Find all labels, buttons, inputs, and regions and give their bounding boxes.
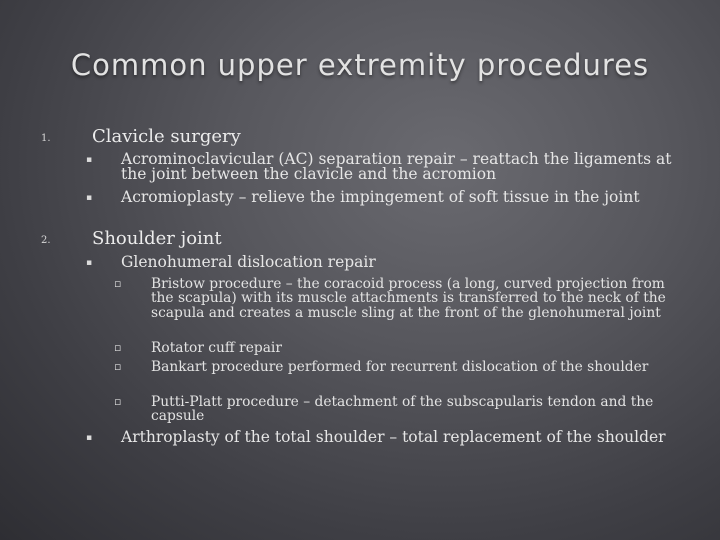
list-number: 2. [41,235,51,246]
list-item-label: Clavicle surgery [92,126,241,147]
hollow-square-bullet-icon: ▫ [114,277,122,290]
hollow-square-bullet-icon: ▫ [114,341,122,354]
sub-sub-item-text: Putti-Platt procedure – detachment of the subscapularis tendon and the capsule [151,394,654,425]
sub-item-text: Glenohumeral dislocation repair [121,253,376,271]
hollow-square-bullet-icon: ▫ [114,360,122,373]
square-bullet-icon: ▪ [86,433,93,443]
sub-sub-item-text: Bristow procedure – the coracoid process (a long, curved projection from the scapula) with its muscle attachments is transferred to the neck of the scapula and creates a muscle sling at the front of the glenohumeral joint [151,276,666,321]
sub-sub-item-text: Rotator cuff repair [151,340,282,356]
sub-item-text: Arthroplasty of the total shoulder – total replacement of the shoulder [121,428,666,446]
hollow-square-bullet-icon: ▫ [114,395,122,408]
list-item-label: Shoulder joint [92,228,222,249]
square-bullet-icon: ▪ [86,258,93,268]
sub-sub-item-text: Bankart procedure performed for recurrent dislocation of the shoulder [151,359,649,375]
list-number: 1. [41,133,51,144]
sub-item-text: Acromioplasty – relieve the impingement of soft tissue in the joint [121,188,640,206]
square-bullet-icon: ▪ [86,193,93,203]
slide-title: Common upper extremity procedures [70,48,650,82]
sub-item-text: Acrominoclavicular (AC) separation repair – reattach the ligaments at the joint between the clavicle and the acromion [121,150,672,183]
square-bullet-icon: ▪ [86,155,93,165]
